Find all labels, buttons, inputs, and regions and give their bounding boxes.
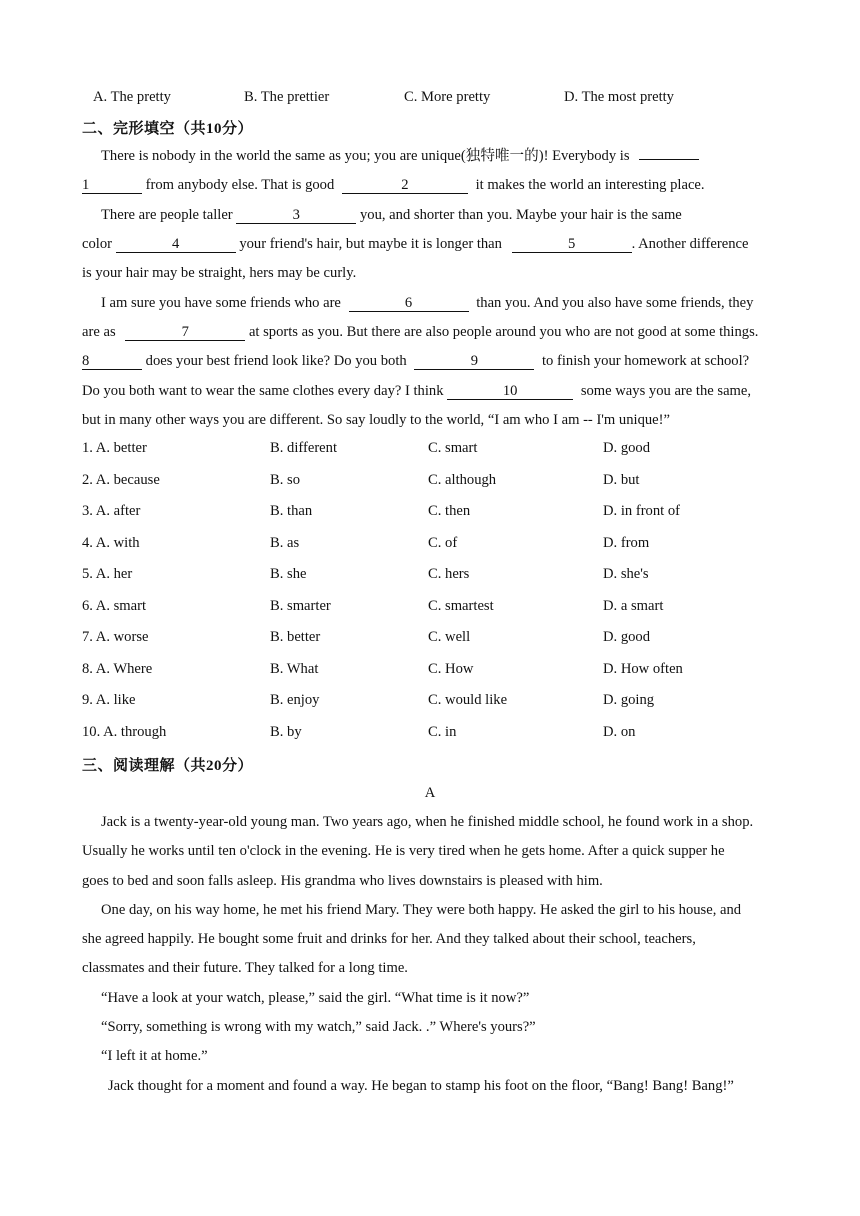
reading-line-4: One day, on his way home, he met his friend Mary. They were both happy. He asked the girl to his house, and: [101, 902, 742, 918]
cloze-text: There are people taller: [101, 207, 233, 223]
question-9-option-a: 9. A. like: [82, 692, 136, 708]
question-4-option-a: 4. A. with: [82, 535, 140, 551]
question-1-option-c: C. smart: [428, 440, 478, 456]
question-9-option-c: C. would like: [428, 692, 508, 708]
cloze-text: . Another difference: [631, 236, 749, 252]
section-3-title-pre: 三、阅读理解（共: [82, 756, 207, 774]
cloze-line-1: [101, 146, 699, 166]
question-9-option-b: B. enjoy: [270, 692, 320, 708]
cloze-text: from anybody else. That is good: [145, 177, 335, 193]
question-10-option-a: 10. A. through: [82, 724, 167, 740]
passage-label: A: [424, 785, 436, 801]
blank-4: 4: [116, 237, 236, 253]
cloze-text: your friend's hair, but maybe it is longer than: [239, 236, 502, 252]
question-3-option-a: 3. A. after: [82, 503, 141, 519]
question-7-option-a: 7. A. worse: [82, 629, 149, 645]
blank-5: 5: [512, 237, 632, 253]
top-option-a: A. The pretty: [93, 89, 171, 105]
section-3-title-post: 分）: [222, 756, 254, 774]
section-2-title-post: 分）: [222, 119, 254, 137]
section-2-points: 10: [206, 121, 223, 137]
reading-line-8: “Sorry, something is wrong with my watch,” said Jack. .” Where's yours?”: [101, 1019, 536, 1035]
question-8-option-d: D. How often: [603, 661, 683, 677]
question-5-option-c: C. hers: [428, 566, 470, 582]
question-10-option-b: B. by: [270, 724, 302, 740]
cloze-line-8: [82, 351, 749, 371]
question-6-option-d: D. a smart: [603, 598, 664, 614]
cloze-text: some ways you are the same,: [580, 383, 752, 399]
cloze-line-9: [82, 381, 751, 401]
question-1-option-b: B. different: [270, 440, 338, 456]
section-2-heading: [82, 117, 253, 138]
question-2-option-a: 2. A. because: [82, 472, 160, 488]
question-6-option-b: B. smarter: [270, 598, 331, 614]
cloze-text: at sports as you. But there are also people around you who are not good at some things.: [248, 324, 759, 340]
cloze-line-3: [101, 205, 682, 225]
question-5-option-b: B. she: [270, 566, 307, 582]
reading-line-2: Usually he works until ten o'clock in the evening. He is very tired when he gets home. After a quick supper he: [82, 843, 725, 859]
cloze-text: it makes the world an interesting place.: [475, 177, 705, 193]
cloze-line-10: but in many other ways you are different. So say loudly to the world, “I am who I am -- I'm unique!”: [82, 412, 670, 428]
reading-line-6: classmates and their future. They talked for a long time.: [82, 960, 408, 976]
blank-3: 3: [236, 208, 356, 224]
question-4-option-d: D. from: [603, 535, 650, 551]
blank-0: [639, 159, 699, 160]
question-7-option-d: D. good: [603, 629, 651, 645]
question-1-option-d: D. good: [603, 440, 651, 456]
reading-line-10: Jack thought for a moment and found a way. He began to stamp his foot on the floor, “Bang! Bang! Bang!”: [108, 1078, 734, 1094]
cloze-text: you, and shorter than you. Maybe your hair is the same: [359, 207, 682, 223]
question-10-option-c: C. in: [428, 724, 457, 740]
blank-8: 8: [82, 354, 142, 370]
cloze-text: Do you both want to wear the same clothes every day? I think: [82, 383, 444, 399]
question-6-option-c: C. smartest: [428, 598, 494, 614]
top-option-c: C. More pretty: [404, 89, 491, 105]
top-option-b: B. The prettier: [244, 89, 330, 105]
cloze-text: does your best friend look like? Do you both: [145, 353, 407, 369]
question-8-option-c: C. How: [428, 661, 474, 677]
question-5-option-a: 5. A. her: [82, 566, 133, 582]
blank-6: 6: [349, 296, 469, 312]
question-5-option-d: D. she's: [603, 566, 649, 582]
blank-2: 2: [342, 178, 468, 194]
question-2-option-b: B. so: [270, 472, 301, 488]
reading-line-5: she agreed happily. He bought some fruit and drinks for her. And they talked about their school, teachers,: [82, 931, 696, 947]
section-3-heading: [82, 754, 253, 775]
question-10-option-d: D. on: [603, 724, 636, 740]
question-3-option-d: D. in front of: [603, 503, 681, 519]
question-4-option-b: B. as: [270, 535, 300, 551]
question-8-option-a: 8. A. Where: [82, 661, 153, 677]
section-3-points: 20: [206, 758, 223, 774]
reading-line-7: “Have a look at your watch, please,” said the girl. “What time is it now?”: [101, 990, 530, 1006]
question-2-option-c: C. although: [428, 472, 497, 488]
reading-line-9: “I left it at home.”: [101, 1048, 208, 1064]
reading-line-1: Jack is a twenty-year-old young man. Two years ago, when he finished middle school, he found work in a shop.: [101, 814, 754, 830]
cloze-text: are as: [82, 324, 116, 340]
cloze-text: than you. And you also have some friends, they: [476, 295, 754, 311]
question-7-option-c: C. well: [428, 629, 471, 645]
cloze-line-4: [82, 234, 748, 254]
cloze-text: color: [82, 236, 112, 252]
question-3-option-c: C. then: [428, 503, 471, 519]
question-3-option-b: B. than: [270, 503, 313, 519]
cloze-text: to finish your homework at school?: [542, 353, 750, 369]
question-8-option-b: B. What: [270, 661, 319, 677]
question-2-option-d: D. but: [603, 472, 640, 488]
question-9-option-d: D. going: [603, 692, 655, 708]
cloze-line-6: [101, 293, 753, 313]
question-4-option-c: C. of: [428, 535, 458, 551]
blank-7: 7: [125, 325, 245, 341]
blank-10: 10: [447, 384, 573, 400]
top-option-d: D. The most pretty: [564, 89, 674, 105]
question-7-option-b: B. better: [270, 629, 321, 645]
cloze-text: I am sure you have some friends who are: [101, 295, 341, 311]
question-6-option-a: 6. A. smart: [82, 598, 147, 614]
blank-1: 1: [82, 178, 142, 194]
cloze-line-5: is your hair may be straight, hers may be curly.: [82, 265, 357, 281]
reading-line-3: goes to bed and soon falls asleep. His grandma who lives downstairs is pleased with him.: [82, 873, 603, 889]
cloze-line-2: [82, 175, 705, 195]
cloze-line-7: [82, 322, 758, 342]
cloze-text: There is nobody in the world the same as you; you are unique(独特唯一的)! Everybody is: [101, 148, 630, 164]
blank-9: 9: [414, 354, 534, 370]
question-1-option-a: 1. A. better: [82, 440, 147, 456]
section-2-title-pre: 二、完形填空（共: [82, 119, 207, 137]
